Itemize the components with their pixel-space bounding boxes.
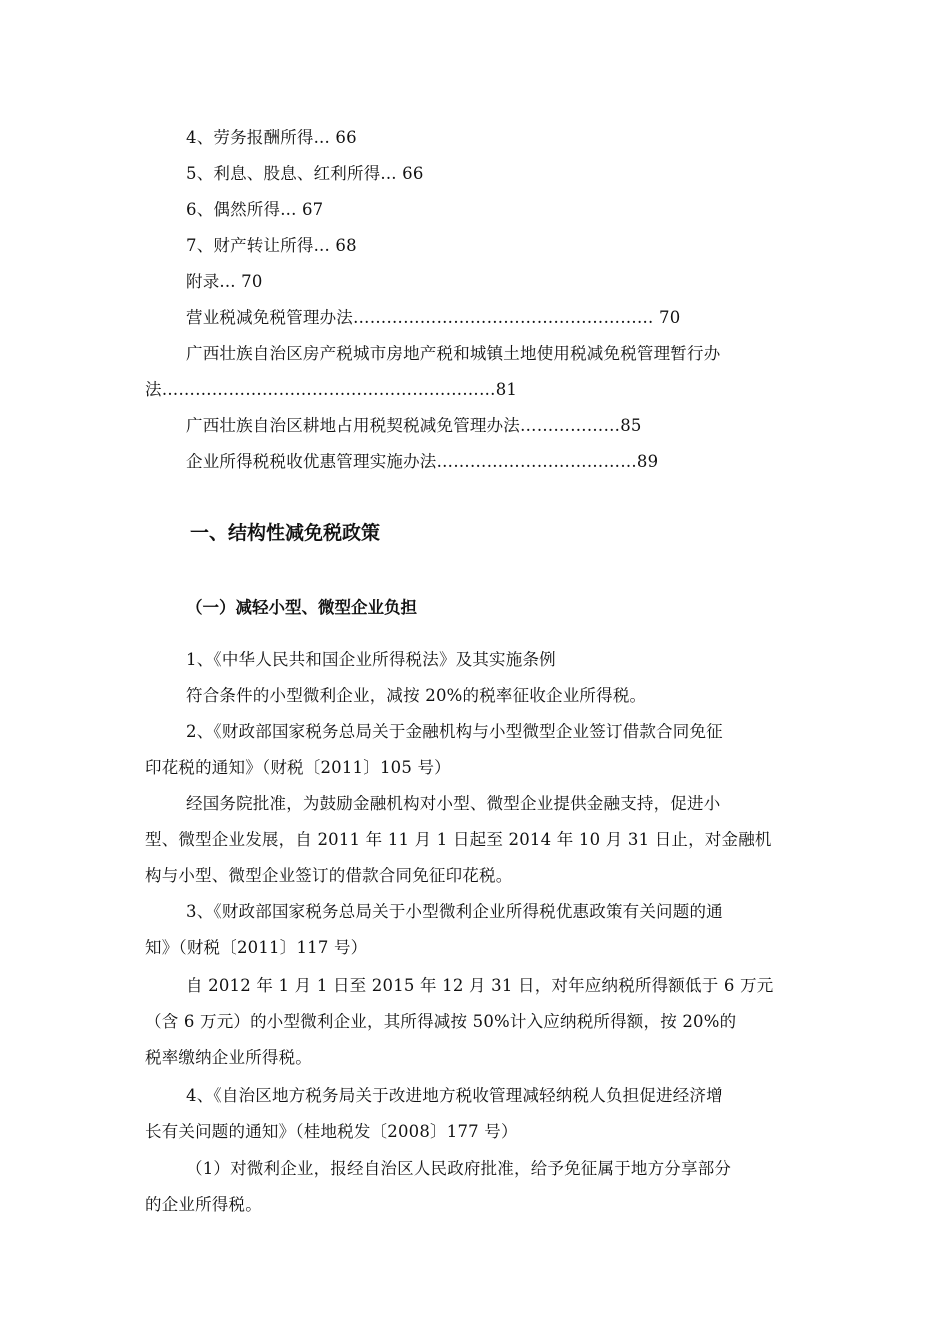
policy-2-title-line1: 2、《财政部国家税务总局关于金融机构与小型微型企业签订借款合同免征 <box>186 722 723 741</box>
toc-item-5[interactable]: 5、利息、股息、红利所得... 66 <box>186 164 424 183</box>
policy-2-body-line2: 型、微型企业发展，自 2011 年 11 月 1 日起至 2014 年 10 月 31 日止，对金融机 <box>145 830 772 849</box>
policy-2-title-line2: 印花税的通知》（财税〔2011〕105 号） <box>145 758 451 777</box>
policy-3-title-line2: 知》（财税〔2011〕117 号） <box>145 938 368 957</box>
policy-3-body-line3: 税率缴纳企业所得税。 <box>145 1048 312 1067</box>
policy-2-body-line1: 经国务院批准，为鼓励金融机构对小型、微型企业提供金融支持，促进小 <box>186 794 721 813</box>
policy-2-body-line3: 构与小型、微型企业签订的借款合同免征印花税。 <box>145 866 513 885</box>
policy-3-body-line2: （含 6 万元）的小型微利企业，其所得减按 50%计入应纳税所得额，按 20%的 <box>145 1012 737 1031</box>
policy-3-title-line1: 3、《财政部国家税务总局关于小型微利企业所得税优惠政策有关问题的通 <box>186 902 723 921</box>
toc-item-6[interactable]: 6、偶然所得... 67 <box>186 200 324 219</box>
section-heading: 一、结构性减免税政策 <box>190 522 381 544</box>
policy-4-body-line1: （1）对微利企业，报经自治区人民政府批准，给予免征属于地方分享部分 <box>186 1159 732 1178</box>
policy-4-title-line2: 长有关问题的通知》（桂地税发〔2008〕177 号） <box>145 1122 518 1141</box>
toc-item-7[interactable]: 7、财产转让所得... 68 <box>186 236 357 255</box>
subsection-heading: （一）减轻小型、微型企业负担 <box>186 598 417 617</box>
policy-4-body-line2: 的企业所得税。 <box>145 1195 262 1214</box>
toc-appendix-1[interactable]: 营业税减免税管理办法……………………………………………… 70 <box>186 308 681 327</box>
policy-1-title: 1、《中华人民共和国企业所得税法》及其实施条例 <box>186 650 556 669</box>
toc-appendix-2-line1[interactable]: 广西壮族自治区房产税城市房地产税和城镇土地使用税减免税管理暂行办 <box>186 344 721 363</box>
policy-1-body: 符合条件的小型微利企业，减按 20%的税率征收企业所得税。 <box>186 686 647 705</box>
toc-item-4[interactable]: 4、劳务报酬所得... 66 <box>186 128 357 147</box>
toc-appendix-2-line2[interactable]: 法……………………………………………………81 <box>145 380 518 399</box>
toc-appendix-4[interactable]: 企业所得税税收优惠管理实施办法………………………………89 <box>186 452 659 471</box>
policy-3-body-line1: 自 2012 年 1 月 1 日至 2015 年 12 月 31 日，对年应纳税所得额低于 6 万元 <box>186 976 774 995</box>
toc-item-appendix[interactable]: 附录... 70 <box>186 272 263 291</box>
policy-4-title-line1: 4、《自治区地方税务局关于改进地方税收管理减轻纳税人负担促进经济增 <box>186 1086 723 1105</box>
toc-appendix-3[interactable]: 广西壮族自治区耕地占用税契税减免管理办法………………85 <box>186 416 642 435</box>
